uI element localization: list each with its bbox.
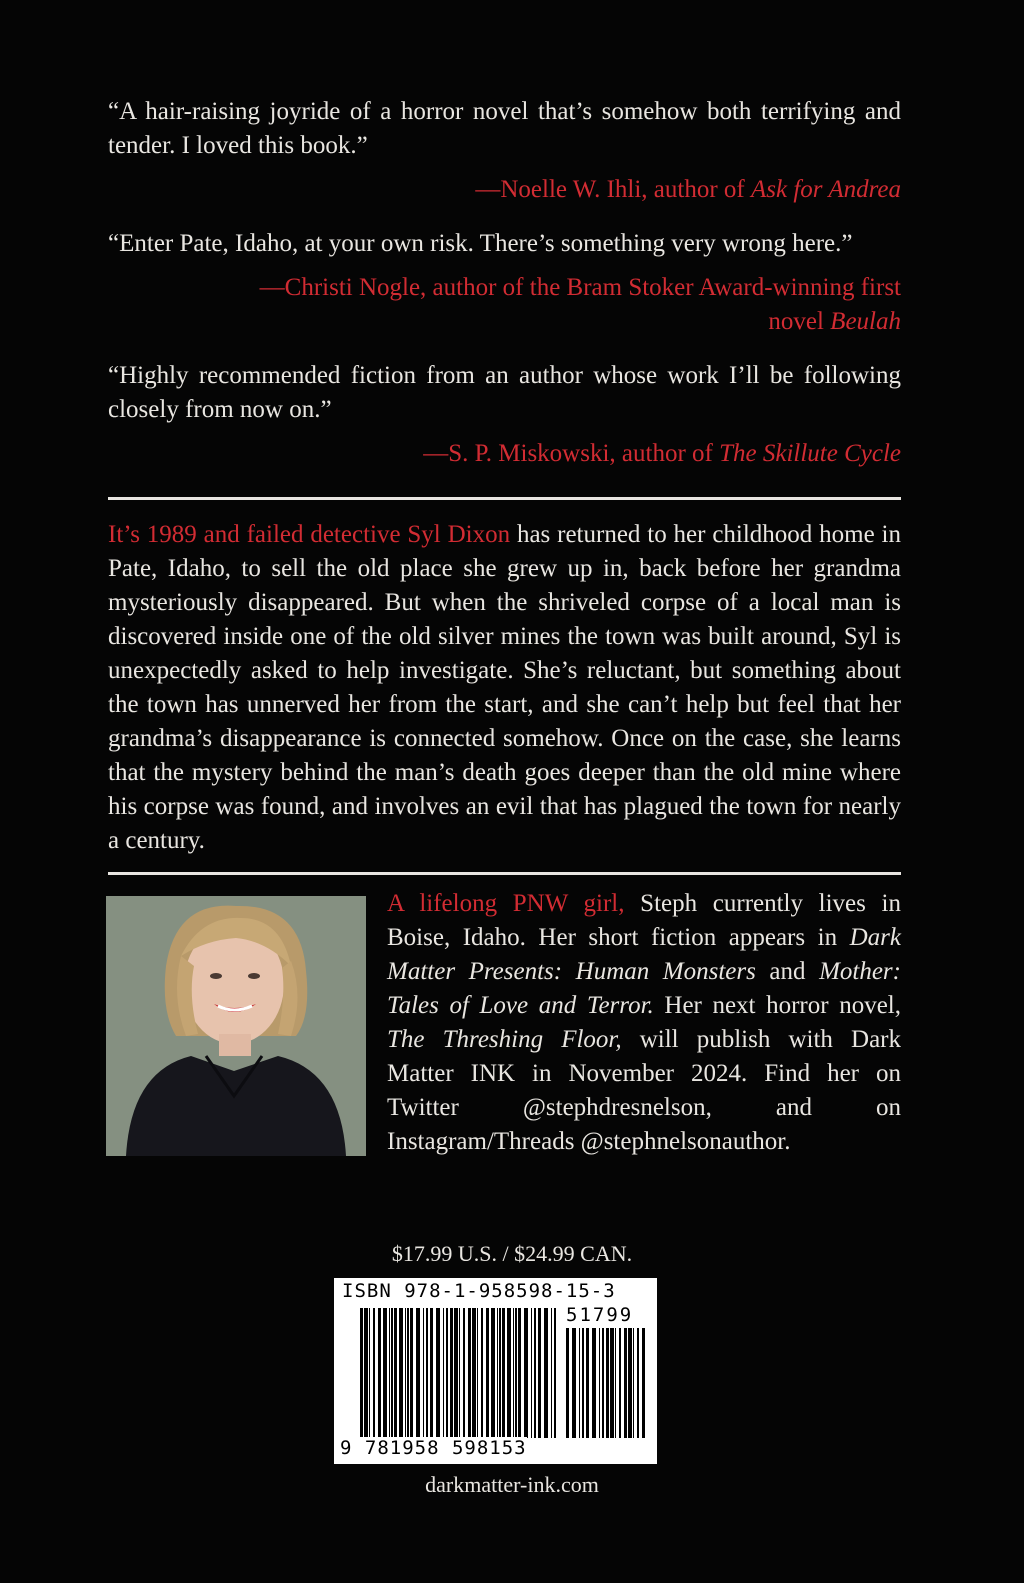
blurb-body: has returned to her childhood home in Pate, Idaho, to sell the old place she grew up in, back before her grandma mysteriously disappeared. But when the shriveled corpse of a local man is discovered inside one of the old silver mines the town was built around, Syl is unexpectedly asked to help investigate. She’s reluctant, but something about the town has unnerved her from the start, and she can’t help but feel that her grandma’s disappearance is connected somehow. Once on the case, she learns that the mystery behind the man’s death goes deeper than the old mine where his corpse was found, and involves an evil that has plagued the town for nearly a century. [108, 521, 901, 854]
barcode-bar [534, 1308, 536, 1438]
barcode-bar [579, 1328, 580, 1438]
barcode-bar [369, 1308, 370, 1438]
barcode-bar [459, 1308, 460, 1438]
barcode-bar [582, 1328, 584, 1438]
barcode-bar [364, 1308, 368, 1438]
attribution-author: —Noelle W. Ihli, author of [475, 176, 751, 203]
barcode-bar [468, 1308, 471, 1438]
barcode-bar [566, 1328, 569, 1438]
barcode-bar [599, 1328, 600, 1438]
bio-text: Steph currently lives in Boise, Idaho. Her short fiction appears in [387, 890, 901, 951]
barcode-bar [507, 1308, 511, 1438]
barcode-bar [360, 1308, 363, 1438]
review-quote-2: “Enter Pate, Idaho, at your own risk. There’s something very wrong here.” [108, 230, 853, 257]
back-cover-text [108, 95, 901, 1158]
barcode-bar [399, 1308, 403, 1438]
barcode-bar [391, 1308, 393, 1438]
barcode-bar [524, 1308, 528, 1438]
isbn-barcode [334, 1278, 657, 1464]
barcode-bar [515, 1308, 517, 1438]
isbn-label: ISBN 978-1-958598-15-3 [342, 1280, 616, 1302]
author-bio [387, 887, 901, 1159]
barcode-bar [592, 1328, 596, 1438]
attribution-author: —S. P. Miskowski, author of [423, 440, 720, 467]
barcode-bar [472, 1308, 476, 1438]
barcode-bar [624, 1328, 627, 1438]
barcode-bar [602, 1328, 604, 1438]
review-quote-1: “A hair-raising joyride of a horror novel that’s somehow both terrifying and tender. I loved this book.” [108, 98, 901, 159]
barcode-bar [426, 1308, 428, 1438]
barcode-bar [416, 1308, 420, 1438]
publisher-website: darkmatter-ink.com [425, 1472, 599, 1497]
barcode-bar [481, 1308, 483, 1438]
barcode-bar [454, 1308, 458, 1438]
barcode-bar [551, 1308, 552, 1438]
barcode-bar [389, 1308, 390, 1438]
barcode-bar [499, 1308, 501, 1438]
author-photo [106, 896, 366, 1156]
barcode-bar [405, 1308, 406, 1438]
barcode-bar [531, 1308, 532, 1438]
review-attribution-3 [108, 437, 901, 471]
barcode-bar [554, 1308, 556, 1438]
price-label: $17.99 U.S. / $24.99 CAN. [391, 1241, 633, 1266]
barcode-bar [572, 1328, 576, 1438]
barcode-bars-addon [566, 1328, 650, 1438]
bio-next-novel-title: The Threshing Floor, [387, 1026, 622, 1053]
barcode-bars-main [360, 1308, 560, 1438]
barcode-bar [518, 1308, 521, 1438]
barcode-bar [423, 1308, 424, 1438]
bio-text: Her next horror novel, [653, 992, 901, 1019]
barcode-bar [410, 1308, 413, 1438]
blurb-lead: It’s 1989 and failed detective Syl Dixon [108, 521, 511, 548]
bio-anthology-title: Dark Matter Presents: Human Monsters [387, 924, 901, 985]
attribution-book-title: The Skillute Cycle [719, 440, 901, 467]
barcode-bar [491, 1308, 495, 1438]
barcode-bar [610, 1328, 614, 1438]
barcode-bar [628, 1328, 632, 1438]
barcode-bar [486, 1308, 489, 1438]
barcode-bar [538, 1308, 541, 1438]
author-portrait-illustration [106, 896, 366, 1156]
barcode-bar [642, 1328, 645, 1438]
attribution-book-title: Beulah [830, 308, 901, 335]
barcode-price-code: 51799 [566, 1304, 634, 1326]
barcode-bar [383, 1308, 387, 1438]
attribution-author: —Christi Nogle, author of the Bram Stoker Award-winning first novel [259, 274, 901, 335]
barcode-bar [477, 1308, 478, 1438]
review-quote-3: “Highly recommended fiction from an author whose work I’ll be following closely from now on.” [108, 362, 901, 423]
barcode-bar [436, 1308, 440, 1438]
barcode-bar [373, 1308, 375, 1438]
review-attribution-1 [108, 173, 901, 207]
book-blurb [108, 518, 901, 858]
barcode-bar [586, 1328, 589, 1438]
author-section [108, 890, 901, 1158]
bio-anthology-title: Mother: Tales of Love and Terror. [387, 958, 901, 1019]
bio-text: will publish with Dark Matter INK in November 2024. Find her on Twitter @stephdresnelson, and on Instagram/Threads @stephnelsonauthor. [387, 1026, 901, 1155]
barcode-bar [497, 1308, 498, 1438]
barcode-bar [606, 1328, 609, 1438]
barcode-bar [378, 1308, 381, 1438]
barcode-bar [407, 1308, 409, 1438]
review-attribution-2 [108, 271, 901, 339]
barcode-bar [430, 1308, 433, 1438]
barcode-bar [544, 1308, 548, 1438]
barcode-bar [615, 1328, 616, 1438]
barcode-bar [450, 1308, 453, 1438]
attribution-book-title: Ask for Andrea [751, 176, 901, 203]
barcode-bar [463, 1308, 465, 1438]
barcode-bar [513, 1308, 514, 1438]
barcode-bar [443, 1308, 444, 1438]
barcode-bar [637, 1328, 639, 1438]
ean-digits: 9 781958 598153 [340, 1437, 527, 1459]
bio-text: and [755, 958, 820, 985]
barcode-bar [394, 1308, 397, 1438]
barcode-bar [619, 1328, 621, 1438]
barcode-bar [502, 1308, 505, 1438]
barcode-bar [633, 1328, 634, 1438]
bio-lead: A lifelong PNW girl, [387, 890, 625, 917]
barcode-bar [446, 1308, 448, 1438]
